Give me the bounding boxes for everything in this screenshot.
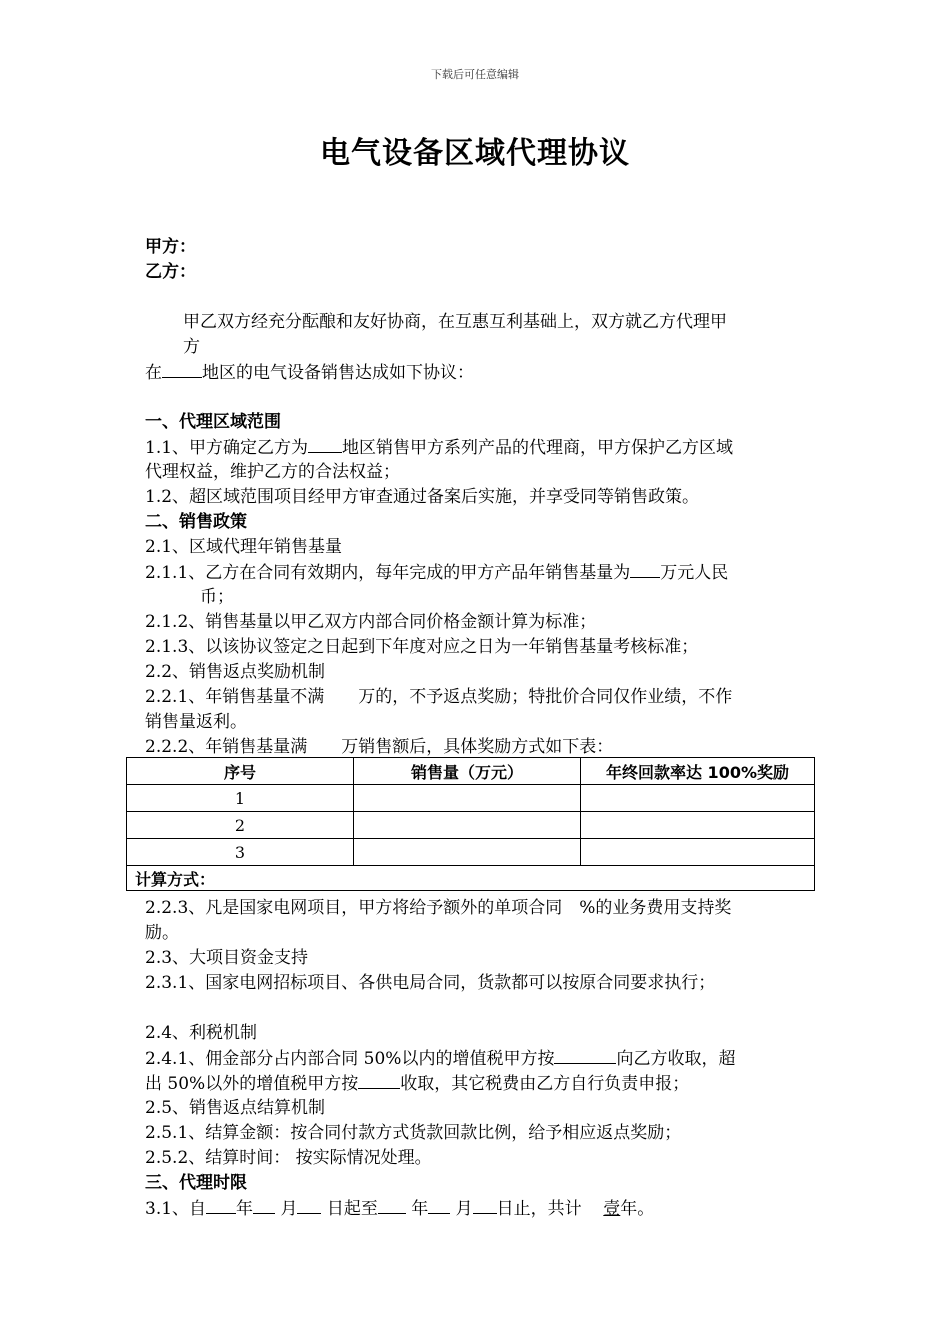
blank-region xyxy=(162,361,202,378)
clause-2-1: 2.1、区域代理年销售基量 xyxy=(145,537,343,557)
intro-line-3-pre: 在 xyxy=(145,363,162,383)
header-reward: 年终回款率达 100%奖励 xyxy=(581,758,815,785)
table-cell xyxy=(581,785,815,812)
clause-3-1-a: 3.1、自 xyxy=(145,1199,207,1219)
document-title: 电气设备区域代理协议 xyxy=(320,136,630,171)
blank-start-month xyxy=(253,1197,275,1214)
blank-amount xyxy=(630,561,660,578)
table-cell xyxy=(354,785,581,812)
clause-2-5-2: 2.5.2、结算时间： 按实际情况处理。 xyxy=(145,1148,432,1168)
blank-end-year xyxy=(378,1197,406,1214)
clause-2-5: 2.5、销售返点结算机制 xyxy=(145,1098,326,1118)
clause-2-1-1-cont: 币； xyxy=(200,587,234,607)
clause-2-2-3-cont: 励。 xyxy=(145,923,179,943)
term-years: 壹 xyxy=(603,1199,621,1219)
header-note: 下载后可任意编辑 xyxy=(431,68,519,81)
clause-1-1-pre: 1.1、甲方确定乙方为 xyxy=(145,438,309,458)
intro-line-3-post: 地区的电气设备销售达成如下协议： xyxy=(202,363,474,383)
table-cell xyxy=(354,839,581,866)
party-b-label: 乙方： xyxy=(145,262,196,282)
clause-2-4-1-cont xyxy=(145,1072,689,1095)
table-header-row xyxy=(127,758,815,785)
intro-line-3 xyxy=(145,361,474,384)
section-1-heading: 一、代理区域范围 xyxy=(145,412,281,432)
clause-1-1 xyxy=(145,436,733,459)
clause-2-1-1-post: 万元人民 xyxy=(660,563,729,583)
clause-2-4-1-pre: 2.4.1、佣金部分占内部合同 50%以内的增值税甲方按 xyxy=(145,1049,555,1069)
clause-3-1-g: 日止，共计 xyxy=(496,1199,582,1219)
intro-line-2: 方 xyxy=(183,337,200,357)
clause-3-1-e: 年 xyxy=(411,1199,429,1219)
clause-3-1-c: 月 xyxy=(280,1199,298,1219)
table-cell: 3 xyxy=(127,839,354,866)
table-row xyxy=(127,812,815,839)
clause-3-1 xyxy=(145,1197,654,1220)
intro-line-1: 甲乙双方经充分酝酿和友好协商，在互惠互利基础上，双方就乙方代理甲 xyxy=(183,312,727,332)
clause-2-2: 2.2、销售返点奖励机制 xyxy=(145,662,326,682)
clause-2-1-3: 2.1.3、以该协议签定之日起到下年度对应之日为一年销售基量考核标准； xyxy=(145,637,699,657)
blank-end-month xyxy=(428,1197,450,1214)
blank-start-day xyxy=(297,1197,321,1214)
table-row xyxy=(127,839,815,866)
table-row xyxy=(127,785,815,812)
clause-1-1-cont: 代理权益，维护乙方的合法权益； xyxy=(145,462,400,482)
clause-3-1-f: 月 xyxy=(455,1199,473,1219)
blank-tax-rate-1 xyxy=(554,1047,616,1064)
clause-2-2-2: 2.2.2、年销售基量满 万销售额后，具体奖励方式如下表： xyxy=(145,737,614,757)
clause-2-3: 2.3、大项目资金支持 xyxy=(145,948,309,968)
table-cell: 1 xyxy=(127,785,354,812)
blank-start-year xyxy=(206,1197,236,1214)
clause-2-5-1: 2.5.1、结算金额：按合同付款方式货款回款比例，给予相应返点奖励； xyxy=(145,1123,682,1143)
clause-3-1-b: 年 xyxy=(236,1199,254,1219)
header-sales: 销售量（万元） xyxy=(354,758,581,785)
clause-2-2-3: 2.2.3、凡是国家电网项目，甲方将给予额外的单项合同 %的业务费用支持奖 xyxy=(145,898,732,918)
party-a-label: 甲方： xyxy=(145,237,196,257)
section-3-heading: 三、代理时限 xyxy=(145,1173,247,1193)
table-cell xyxy=(581,812,815,839)
clause-2-2-1: 2.2.1、年销售基量不满 万的，不予返点奖励；特批价合同仅作业绩，不作 xyxy=(145,687,733,707)
header-index: 序号 xyxy=(127,758,354,785)
clause-2-4: 2.4、利税机制 xyxy=(145,1023,258,1043)
reward-table xyxy=(126,757,815,891)
clause-2-4-1-cont-post: 收取，其它税费由乙方自行负责申报； xyxy=(400,1074,690,1094)
clause-2-1-1 xyxy=(145,561,728,584)
table-calc-row xyxy=(127,866,815,891)
clause-2-1-1-pre: 2.1.1、乙方在合同有效期内，每年完成的甲方产品年销售基量为 xyxy=(145,563,631,583)
calc-method-label: 计算方式： xyxy=(127,866,815,891)
clause-2-2-1-cont: 销售量返利。 xyxy=(145,712,247,732)
clause-1-2: 1.2、超区域范围项目经甲方审查通过备案后实施，并享受同等销售政策。 xyxy=(145,487,700,507)
blank-region-1 xyxy=(308,436,342,453)
clause-2-4-1 xyxy=(145,1047,735,1070)
table-cell xyxy=(581,839,815,866)
clause-3-1-d: 日起至 xyxy=(326,1199,378,1219)
clause-1-1-post: 地区销售甲方系列产品的代理商，甲方保护乙方区域 xyxy=(342,438,734,458)
clause-3-1-i: 年。 xyxy=(620,1199,655,1219)
clause-2-3-1: 2.3.1、国家电网招标项目、各供电局合同，货款都可以按原合同要求执行； xyxy=(145,973,716,993)
clause-2-1-2: 2.1.2、销售基量以甲乙双方内部合同价格金额计算为标准； xyxy=(145,612,597,632)
blank-end-day xyxy=(473,1197,497,1214)
table-cell: 2 xyxy=(127,812,354,839)
clause-2-4-1-post: 向乙方收取，超 xyxy=(616,1049,736,1069)
section-2-heading: 二、销售政策 xyxy=(145,512,247,532)
clause-2-4-1-cont-pre: 出 50%以外的增值税甲方按 xyxy=(145,1074,359,1094)
blank-tax-rate-2 xyxy=(358,1072,400,1089)
table-cell xyxy=(354,812,581,839)
